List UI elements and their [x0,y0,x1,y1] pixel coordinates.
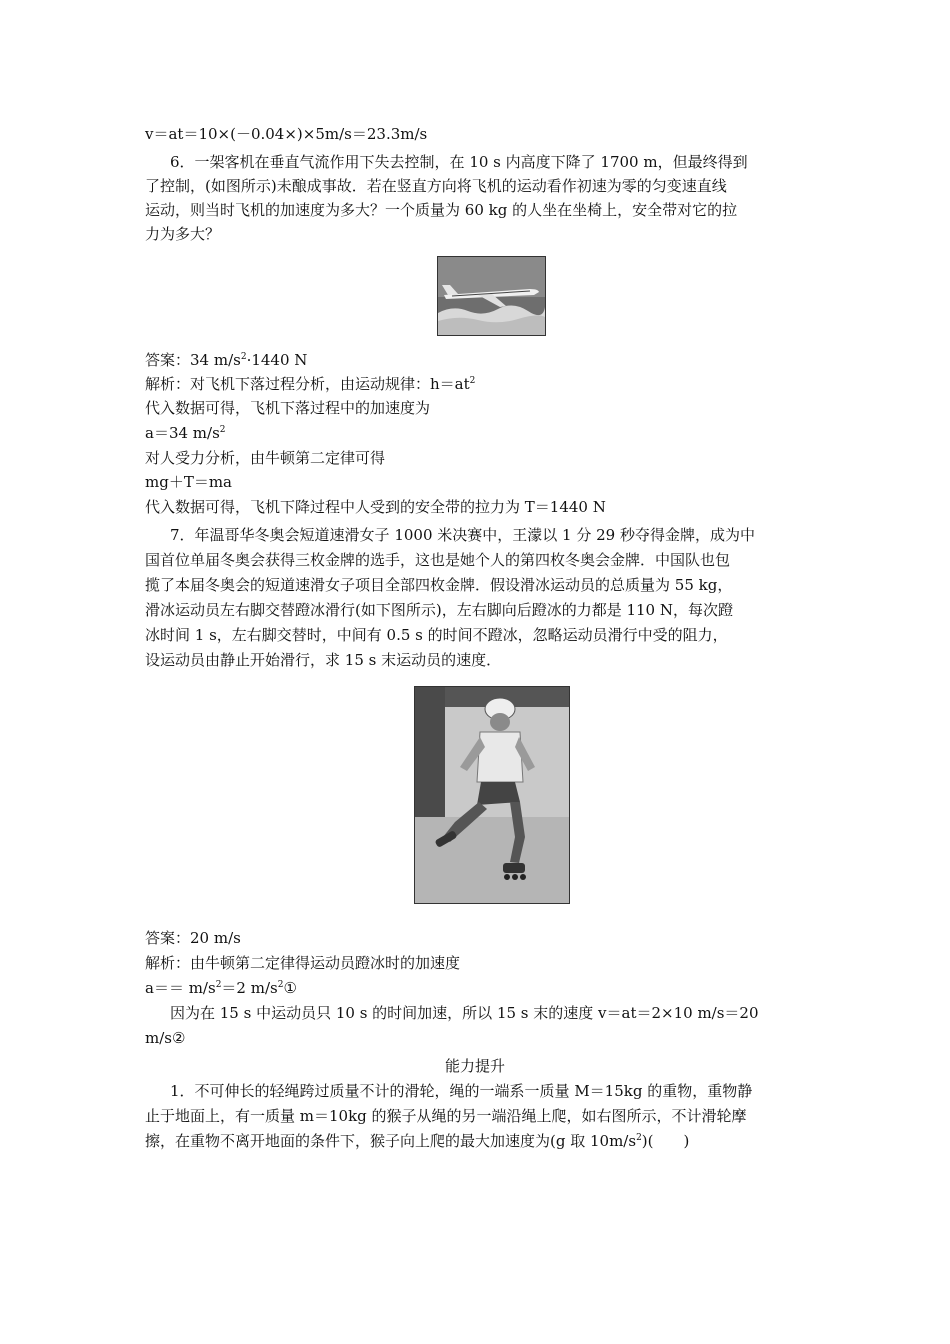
airplane-photo [437,256,546,336]
question-6-text: 了控制，(如图所示)未酿成事故．若在竖直方向将飞机的运动看作初速为零的匀变速直线 [145,177,727,195]
skater-photo [414,686,570,904]
answer-6: 答案：34 $m/s^2\cdot 1440$ N [145,351,308,369]
question-7-text: 7．年温哥华冬奥会短道速滑女子 1000 米决赛中，王濛以 1 分 29 秒夺得金牌，成为中 [170,526,755,544]
explanation-6-line: a＝34 $m/s^2$ [145,424,226,442]
section-heading: 能力提升 [444,1057,505,1075]
question-7-text: 滑冰运动员左右脚交替蹬冰滑行(如下图所示)，左右脚向后蹬冰的力都是 110 N，每次蹬 [145,601,733,619]
problem-1-text: 擦，在重物不离开地面的条件下，猴子向上爬的最大加速度为(g 取 $10m/s^2$)( ) [145,1132,690,1150]
question-7-text: 设运动员由静止开始滑行，求 15 s 末运动员的速度． [145,651,502,669]
formula-line: v＝at＝10×(－0.04×)×5m/s＝23.3m/s [145,125,428,143]
question-6-text: 6．一架客机在垂直气流作用下失去控制，在 10 s 内高度下降了 1700 m，但最终得到 [170,153,748,171]
question-6-text: 力为多大？ [145,225,221,243]
explanation-6-line: 代入数据可得，飞机下降过程中人受到的安全带的拉力为 T＝1440 N [145,498,606,516]
question-7-text: 国首位单届冬奥会获得三枚金牌的选手，这也是她个人的第四枚冬奥会金牌．中国队也包 [145,551,731,569]
answer-7: 答案：20 m/s [145,929,241,947]
explanation-7-line: 解析：由牛顿第二定律得运动员蹬冰时的加速度 [145,954,461,972]
problem-1-text: 1．不可伸长的轻绳跨过质量不计的滑轮，绳的一端系一质量 M＝15kg 的重物，重物静 [170,1082,753,1100]
problem-1-text: 止于地面上，有一质量 m＝10kg 的猴子从绳的另一端沿绳上爬，如右图所示，不计滑轮摩 [145,1107,747,1125]
explanation-7-line: m/s② [145,1029,186,1047]
explanation-7-line: 因为在 15 s 中运动员只 10 s 的时间加速，所以 15 s 末的速度 v＝at＝2×10 m/s＝20 [170,1004,759,1022]
explanation-7-line: $a== m/s^2=2$ $m/s^2①$ [145,979,297,997]
question-7-text: 揽了本届冬奥会的短道速滑女子项目全部四枚金牌．假设滑冰运动员的总质量为 55 kg， [145,576,733,594]
explanation-6-line: mg＋T＝ma [145,473,232,491]
question-7-text: 冰时间 1 s，左右脚交替时，中间有 0.5 s 的时间不蹬冰，忽略运动员滑行中受的阻力， [145,626,728,644]
explanation-6-line: 代入数据可得，飞机下落过程中的加速度为 [145,399,431,417]
question-6-text: 运动，则当时飞机的加速度为多大？一个质量为 60 kg 的人坐在坐椅上，安全带对它的拉 [145,201,738,219]
explanation-6-line: 解析：对飞机下落过程分析，由运动规律：$h=at^2$ [145,375,476,393]
explanation-6-line: 对人受力分析，由牛顿第二定律可得 [145,449,386,467]
